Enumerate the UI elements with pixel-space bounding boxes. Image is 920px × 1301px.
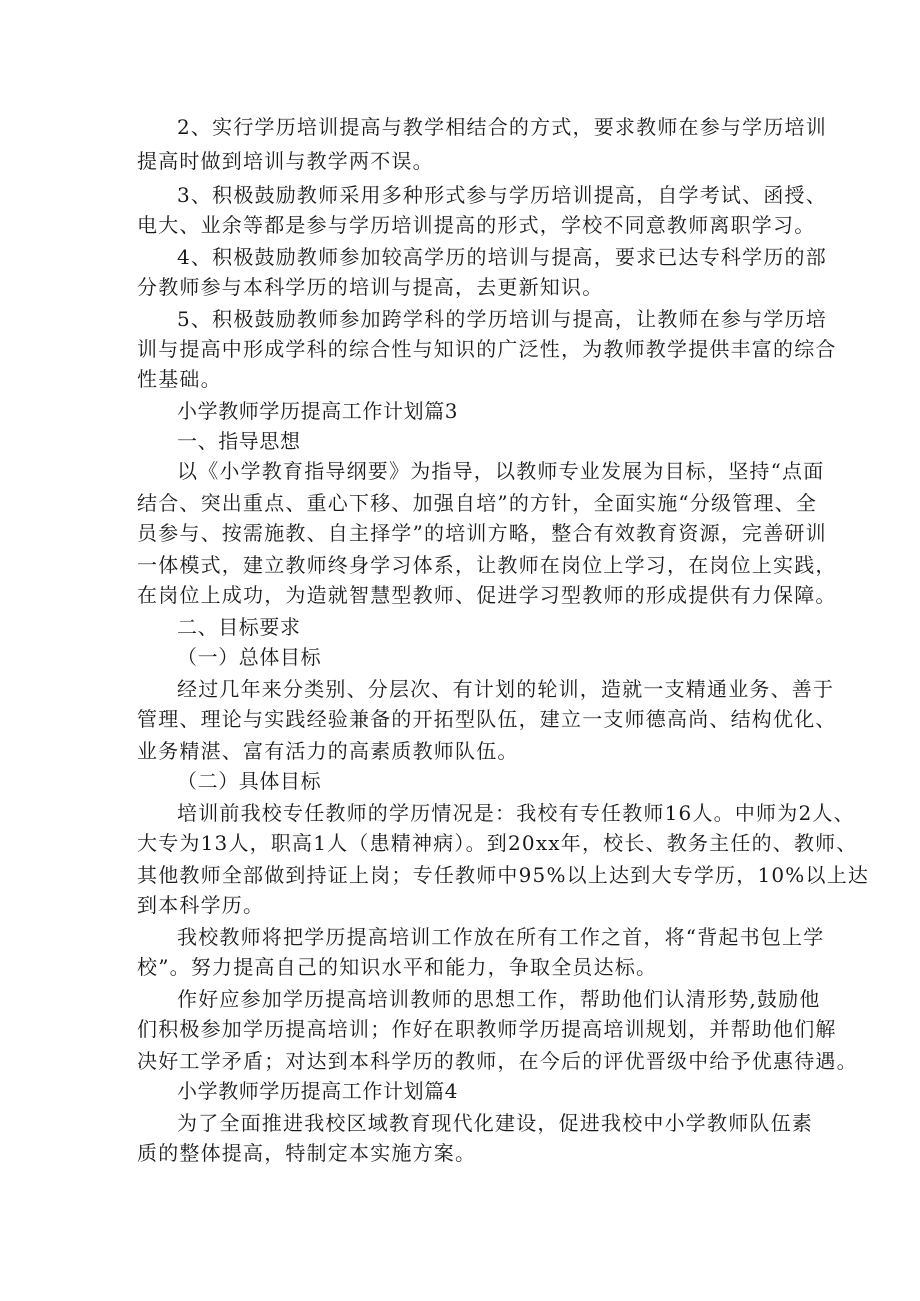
paragraph-line: 决好工学矛盾；对达到本科学历的教师，在今后的评优晋级中给予优惠待遇。 (137, 1049, 858, 1073)
paragraph-line: 提高时做到培训与教学两不误。 (137, 149, 434, 173)
subsection-heading: （二）具体目标 (177, 769, 322, 793)
paragraph-line: 电大、业余等都是参与学历培训提高的形式，学校不同意教师离职学习。 (137, 213, 816, 237)
section-heading: 一、指导思想 (177, 429, 301, 453)
paragraph-line: 们积极参加学历提高培训；作好在职教师学历提高培训规划，并帮助他们解 (137, 1017, 837, 1041)
paragraph-line: 4、积极鼓励教师参加较高学历的培训与提高，要求已达专科学历的部 (177, 245, 827, 269)
paragraph-line: 经过几年来分类别、分层次、有计划的轮训，造就一支精通业务、善于 (177, 677, 835, 701)
paragraph-line: 作好应参加学历提高培训教师的思想工作，帮助他们认清形势,鼓励他 (177, 987, 821, 1011)
paragraph-line: 员参与、按需施教、自主择学”的培训方略，整合有效教育资源，完善研训 (137, 521, 827, 545)
paragraph-line: 管理、理论与实践经验兼备的开拓型队伍，建立一支师德高尚、结构优化、 (137, 707, 837, 731)
paragraph-line: 在岗位上成功，为造就智慧型教师、促进学习型教师的形成提供有力保障。 (137, 583, 837, 607)
section-heading: 小学教师学历提高工作计划篇4 (177, 1079, 459, 1103)
paragraph-line: 业务精湛、富有活力的高素质教师队伍。 (137, 739, 519, 763)
subsection-heading: （一）总体目标 (177, 645, 322, 669)
paragraph-line: 一体模式，建立教师终身学习体系，让教师在岗位上学习，在岗位上实践， (137, 553, 837, 577)
paragraph-line: 分教师参与本科学历的培训与提高，去更新知识。 (137, 275, 604, 299)
paragraph-line: 3、积极鼓励教师采用多种形式参与学历培训提高，自学考试、函授、 (177, 183, 827, 207)
paragraph-line: 到本科学历。 (137, 893, 265, 917)
paragraph-line: 校”。努力提高自己的知识水平和能力，争取全员达标。 (137, 955, 658, 979)
paragraph-line: 5、积极鼓励教师参加跨学科的学历培训与提高，让教师在参与学历培 (177, 307, 827, 331)
paragraph-line: 2、实行学历培训提高与教学相结合的方式，要求教师在参与学历培训 (177, 115, 827, 139)
section-heading: 二、目标要求 (177, 615, 301, 639)
paragraph-line: 质的整体提高，特制定本实施方案。 (137, 1141, 477, 1165)
paragraph-line: 性基础。 (137, 367, 222, 391)
paragraph-line: 大专为13人，职高1人（患精神病）。到20xx年，校长、教务主任的、教师、 (137, 831, 858, 855)
paragraph-line: 结合、突出重点、重心下移、加强自培”的方针，全面实施“分级管理、全 (137, 491, 818, 515)
paragraph-line: 为了全面推进我校区域教育现代化建设，促进我校中小学教师队伍素 (177, 1111, 813, 1135)
section-heading: 小学教师学历提高工作计划篇3 (177, 399, 459, 423)
paragraph-line: 其他教师全部做到持证上岗；专任教师中95%以上达到大专学历，10%以上达 (137, 863, 870, 887)
paragraph-line: 以《小学教育指导纲要》为指导，以教师专业发展为目标，坚持“点面 (177, 459, 825, 483)
paragraph-line: 培训前我校专任教师的学历情况是：我校有专任教师16人。中师为2人、 (177, 801, 855, 825)
paragraph-line: 我校教师将把学历提高培训工作放在所有工作之首，将“背起书包上学 (177, 925, 825, 949)
paragraph-line: 训与提高中形成学科的综合性与知识的广泛性，为教师教学提供丰富的综合 (137, 337, 837, 361)
